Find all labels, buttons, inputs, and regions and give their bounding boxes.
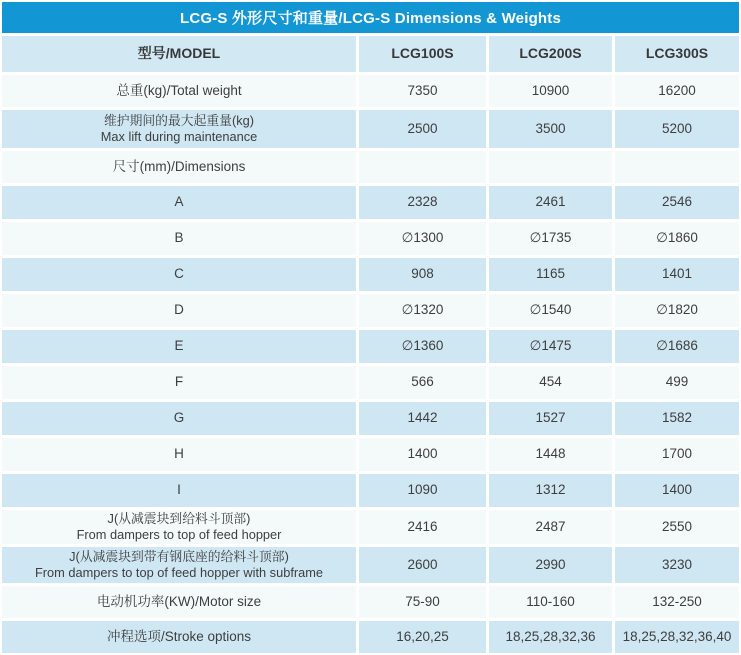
row-label xyxy=(2,75,356,107)
value-cell: 2461 xyxy=(489,186,612,219)
value-cell: 2487 xyxy=(489,510,612,544)
row-label-line1: G xyxy=(173,410,185,426)
value-cell: 132-250 xyxy=(615,586,739,618)
value-cell: 566 xyxy=(359,366,486,399)
value-cell: 1400 xyxy=(615,474,739,507)
table-row xyxy=(2,366,739,399)
table-title: LCG-S 外形尺寸和重量/LCG-S Dimensions & Weights xyxy=(179,10,562,27)
value-cell: 1448 xyxy=(489,438,612,471)
row-label xyxy=(2,621,356,653)
row-label xyxy=(2,586,356,618)
table-row xyxy=(2,586,739,618)
row-label-line1: 维护期间的最大起重量(kg) xyxy=(103,112,254,128)
value-cell: 1400 xyxy=(359,438,486,471)
row-label-line2: From dampers to top of feed hopper xyxy=(76,527,282,542)
value-cell: ∅1320 xyxy=(359,294,486,327)
row-label-line1: D xyxy=(174,302,184,318)
value-cell: 5200 xyxy=(615,110,739,148)
row-label-line1: 冲程选项/Stroke options xyxy=(106,628,252,644)
value-cell xyxy=(615,151,739,183)
value-cell: 2328 xyxy=(359,186,486,219)
row-label xyxy=(2,186,356,219)
row-label-line1: H xyxy=(174,446,184,462)
row-label xyxy=(2,438,356,471)
row-label xyxy=(2,222,356,255)
header-cell-model: 型号/MODEL xyxy=(2,36,356,72)
row-label xyxy=(2,474,356,507)
value-cell: 16,20,25 xyxy=(359,621,486,653)
row-label-line1: F xyxy=(174,374,184,390)
value-cell: 1442 xyxy=(359,402,486,435)
header-cell-lcg200s: LCG200S xyxy=(489,36,612,72)
value-cell: ∅1735 xyxy=(489,222,612,255)
table-body xyxy=(2,75,739,653)
table-row xyxy=(2,547,739,583)
value-cell: 10900 xyxy=(489,75,612,107)
value-cell: ∅1300 xyxy=(359,222,486,255)
value-cell xyxy=(489,151,612,183)
value-cell: ∅1860 xyxy=(615,222,739,255)
value-cell: ∅1360 xyxy=(359,330,486,363)
row-label-line1: 总重(kg)/Total weight xyxy=(116,82,242,98)
row-label-line1: B xyxy=(174,230,184,246)
value-cell: 2990 xyxy=(489,547,612,583)
value-cell: 16200 xyxy=(615,75,739,107)
row-label xyxy=(2,366,356,399)
table-row xyxy=(2,110,739,148)
row-label-line1: C xyxy=(174,266,184,282)
table-row xyxy=(2,75,739,107)
value-cell: 7350 xyxy=(359,75,486,107)
value-cell: 1527 xyxy=(489,402,612,435)
value-cell: 454 xyxy=(489,366,612,399)
table-row xyxy=(2,258,739,291)
value-cell: 499 xyxy=(615,366,739,399)
row-label xyxy=(2,110,356,148)
header-cell-lcg300s: LCG300S xyxy=(615,36,739,72)
value-cell: 1312 xyxy=(489,474,612,507)
table-row xyxy=(2,510,739,544)
value-cell: 2500 xyxy=(359,110,486,148)
row-label xyxy=(2,547,356,583)
row-label xyxy=(2,258,356,291)
value-cell: 18,25,28,32,36,40 xyxy=(615,621,739,653)
row-label xyxy=(2,402,356,435)
table-header-row xyxy=(2,36,739,72)
row-label-line1: E xyxy=(174,338,184,354)
table-row xyxy=(2,438,739,471)
row-label-line1: 电动机功率(KW)/Motor size xyxy=(96,593,262,609)
row-label xyxy=(2,151,356,183)
value-cell: 110-160 xyxy=(489,586,612,618)
value-cell: ∅1820 xyxy=(615,294,739,327)
table-row xyxy=(2,186,739,219)
row-label-line1: I xyxy=(177,482,181,498)
row-label-line2: From dampers to top of feed hopper with subframe xyxy=(34,565,324,580)
row-label-line1: A xyxy=(174,194,184,210)
table-row xyxy=(2,402,739,435)
row-label-line1: 尺寸(mm)/Dimensions xyxy=(112,158,246,174)
table-row xyxy=(2,294,739,327)
value-cell: 2600 xyxy=(359,547,486,583)
value-cell: 2416 xyxy=(359,510,486,544)
table-row xyxy=(2,151,739,183)
value-cell: 1700 xyxy=(615,438,739,471)
table-row xyxy=(2,621,739,653)
table-title-bar xyxy=(2,2,739,33)
row-label xyxy=(2,510,356,544)
value-cell: 2546 xyxy=(615,186,739,219)
value-cell: 75-90 xyxy=(359,586,486,618)
row-label-line1: J(从减震块到给料斗顶部) xyxy=(107,510,251,526)
table-row xyxy=(2,222,739,255)
value-cell: 1090 xyxy=(359,474,486,507)
value-cell: ∅1475 xyxy=(489,330,612,363)
value-cell xyxy=(359,151,486,183)
value-cell: 1165 xyxy=(489,258,612,291)
value-cell: 1582 xyxy=(615,402,739,435)
value-cell: 3500 xyxy=(489,110,612,148)
table-row xyxy=(2,474,739,507)
value-cell: 18,25,28,32,36 xyxy=(489,621,612,653)
value-cell: 3230 xyxy=(615,547,739,583)
value-cell: ∅1686 xyxy=(615,330,739,363)
value-cell: 1401 xyxy=(615,258,739,291)
row-label-line2: Max lift during maintenance xyxy=(100,129,258,144)
row-label xyxy=(2,294,356,327)
table-row xyxy=(2,330,739,363)
row-label-line1: J(从减震块到带有钢底座的给料斗顶部) xyxy=(69,548,289,564)
value-cell: 908 xyxy=(359,258,486,291)
value-cell: ∅1540 xyxy=(489,294,612,327)
row-label xyxy=(2,330,356,363)
header-cell-lcg100s: LCG100S xyxy=(359,36,486,72)
value-cell: 2550 xyxy=(615,510,739,544)
